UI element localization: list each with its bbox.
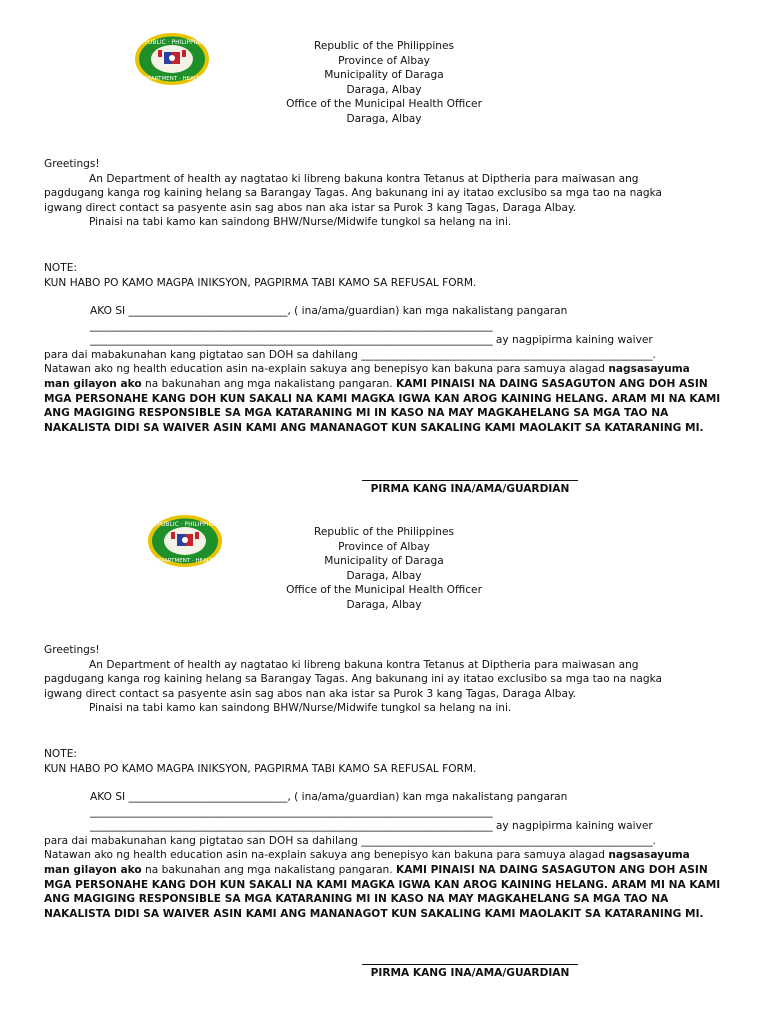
consent-part-bold: KAMI PINAISI NA DAING SASAGUTON ANG DOH ASIN [396,377,708,390]
body-text: pagdugang kanga rog kaining helang sa Barangay Tagas. Ang bakunang ini ay itatao exclusibo sa mga tao na nagka [44,187,663,200]
header-line: Daraga, Albay [346,598,422,611]
svg-text:REPUBLIC · PHILIPPINES: REPUBLIC · PHILIPPINES [136,39,208,46]
header-line: Province of Albay [338,54,430,67]
note-label: NOTE: [44,262,77,274]
letterhead [0,525,768,613]
consent-text-bold: ANG MAGIGING RESPONSIBLE SA MGA KATARANING MI IN KASO NA MAY MAGKAHELANG SA MGA TAO NA [44,407,669,420]
header-line: Republic of the Philippines [313,40,455,52]
header-line: Republic of the Philippines [313,526,455,538]
header-line: Office of the Municipal Health Officer [286,98,482,111]
note-text: KUN HABO PO KAMO MAGPA INIKSYON, PAGPIRMA TABI KAMO SA REFUSAL FORM. [44,762,477,775]
signature-block [360,964,580,979]
body-text: Pinaisi na tabi kamo kan saindong BHW/Nurse/Midwife tungkol sa helang na ini. [89,216,512,229]
greeting-section [44,157,724,230]
child-names-field[interactable]: ____________________________________________________________________________ [90,805,493,818]
header-line: Municipality of Daraga [324,69,444,82]
svg-text:DEPARTMENT · HEALTH: DEPARTMENT · HEALTH [153,558,217,564]
greeting-section [44,643,724,716]
consent-text-bold: NAKALISTA DIDI SA WAIVER ASIN KAMI ANG MANANAGOT KUN SAKALING KAMI MAOLAKIT SA KATARANING MI. [44,421,704,434]
consent-part-bold: KAMI PINAISI NA DAING SASAGUTON ANG DOH ASIN [396,863,708,876]
header-line: Daraga, Albay [346,569,422,582]
consent-part: na bakunahan ang mga nakalistang pangaran. [141,377,397,390]
header-line: Province of Albay [338,540,430,553]
letterhead [0,39,768,127]
signature-line[interactable] [362,964,578,965]
note-label: NOTE: [44,748,77,760]
consent-text-bold: ANG MAGIGING RESPONSIBLE SA MGA KATARANING MI IN KASO NA MAY MAGKAHELANG SA MGA TAO NA [44,893,669,906]
child-names-field[interactable]: ____________________________________________________________________________ ay nagpipirma kaining waiver [90,820,653,833]
consent-text [44,863,724,878]
note-section [44,261,724,290]
child-names-field[interactable]: ____________________________________________________________________________ ay nagpipirma kaining waiver [90,334,653,347]
consent-text [44,362,724,377]
parent-name-field[interactable]: AKO SI ______________________________, ( ina/ama/guardian) kan mga nakalistang pangaran [90,305,568,317]
consent-part: Natawan ako ng health education asin na-explain sakuya ang benepisyo kan bakuna para samuya alagad [44,849,609,862]
consent-text-bold: MGA PERSONAHE KANG DOH KUN SAKALI NA KAMI MAGKA IGWA KAN AROG KAINING HELANG. ARAM MI NA KAMI [44,878,721,891]
signature-line[interactable] [362,480,578,481]
body-text: igwang direct contact sa pasyente asin sag abos nan aka istar sa Purok 3 kang Tagas, Daraga Albay. [44,201,577,214]
body-text: An Department of health ay nagtatao ki libreng bakuna kontra Tetanus at Diptheria para maiwasan ang [89,172,639,185]
consent-part-bold: nagsasayuma [608,849,690,862]
consent-text [44,848,724,863]
consent-part-bold: nagsasayuma [608,363,690,376]
signature-block [360,480,580,495]
header-line: Daraga, Albay [346,83,422,96]
reason-field[interactable]: para dai mabakunahan kang pigtatao san DOH sa dahilang _______________________________________________________. [44,834,656,847]
body-text: igwang direct contact sa pasyente asin sag abos nan aka istar sa Purok 3 kang Tagas, Daraga Albay. [44,687,577,700]
child-names-field[interactable]: ____________________________________________________________________________ [90,319,493,332]
waiver-section [44,304,724,435]
consent-part: Natawan ako ng health education asin na-explain sakuya ang benepisyo kan bakuna para samuya alagad [44,363,609,376]
greeting: Greetings! [44,158,100,170]
signature-label: PIRMA KANG INA/AMA/GUARDIAN [370,483,570,495]
consent-part-bold: man gilayon ako [44,863,142,876]
note-section [44,747,724,776]
consent-text-bold: MGA PERSONAHE KANG DOH KUN SAKALI NA KAMI MAGKA IGWA KAN AROG KAINING HELANG. ARAM MI NA KAMI [44,392,721,405]
svg-text:REPUBLIC · PHILIPPINES: REPUBLIC · PHILIPPINES [149,521,221,528]
body-text: pagdugang kanga rog kaining helang sa Barangay Tagas. Ang bakunang ini ay itatao exclusibo sa mga tao na nagka [44,673,663,686]
header-line: Office of the Municipal Health Officer [286,584,482,597]
body-text: Pinaisi na tabi kamo kan saindong BHW/Nurse/Midwife tungkol sa helang na ini. [89,702,512,715]
consent-text-bold: NAKALISTA DIDI SA WAIVER ASIN KAMI ANG MANANAGOT KUN SAKALING KAMI MAOLAKIT SA KATARANING MI. [44,907,704,920]
consent-part-bold: man gilayon ako [44,377,142,390]
header-line: Daraga, Albay [346,112,422,125]
svg-text:DEPARTMENT · HEALTH: DEPARTMENT · HEALTH [140,76,204,82]
waiver-section [44,790,724,921]
body-text: An Department of health ay nagtatao ki libreng bakuna kontra Tetanus at Diptheria para maiwasan ang [89,658,639,671]
greeting: Greetings! [44,644,100,656]
consent-part: na bakunahan ang mga nakalistang pangaran. [141,863,397,876]
signature-label: PIRMA KANG INA/AMA/GUARDIAN [370,967,570,979]
consent-text [44,377,724,392]
reason-field[interactable]: para dai mabakunahan kang pigtatao san DOH sa dahilang _______________________________________________________. [44,348,656,361]
header-line: Municipality of Daraga [324,555,444,568]
parent-name-field[interactable]: AKO SI ______________________________, ( ina/ama/guardian) kan mga nakalistang pangaran [90,791,568,803]
note-text: KUN HABO PO KAMO MAGPA INIKSYON, PAGPIRMA TABI KAMO SA REFUSAL FORM. [44,276,477,289]
